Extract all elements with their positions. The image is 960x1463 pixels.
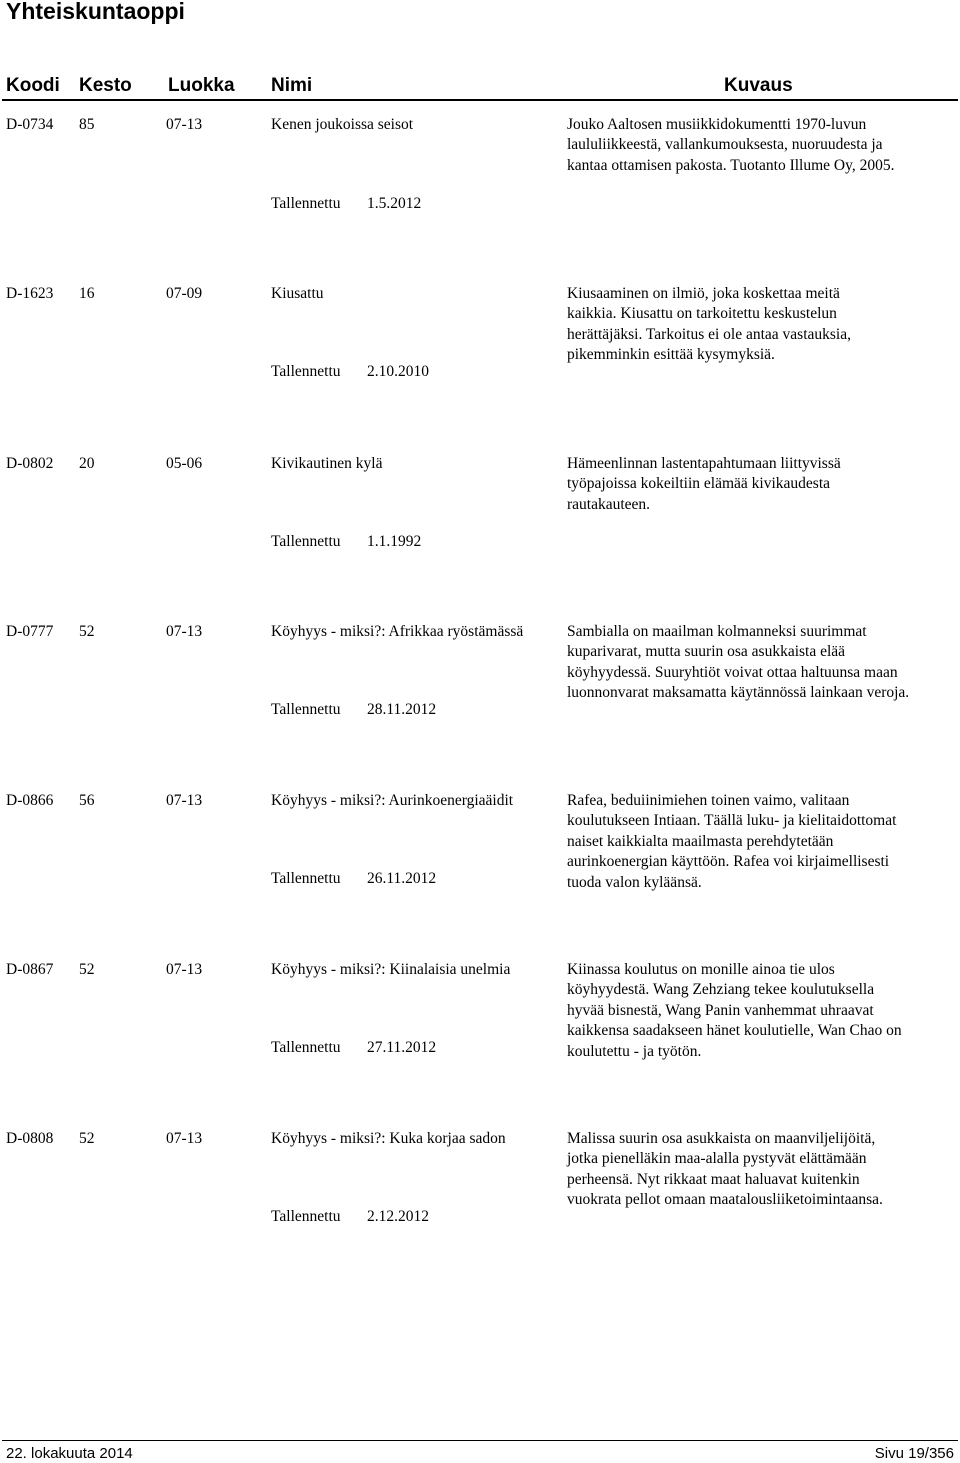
table-row (0, 960, 960, 1110)
kuvaus-line: laululiikkeestä, vallankumouksesta, nuoruudesta ja (567, 136, 883, 154)
header-nimi: Nimi (271, 75, 313, 96)
cell-koodi: D-0802 (6, 455, 54, 472)
kuvaus-line: Malissa suurin osa asukkaista on maanviljelijöitä, (567, 1130, 876, 1147)
saved-date: 2.12.2012 (367, 1208, 429, 1225)
cell-luokka: 07-13 (166, 792, 203, 809)
saved-label: Tallennettu (271, 1039, 341, 1056)
cell-kesto: 52 (79, 623, 95, 640)
cell-luokka: 05-06 (166, 455, 203, 472)
kuvaus-line: työpajoissa kokeiltiin elämää kivikaudesta (567, 475, 831, 493)
saved-date: 27.11.2012 (367, 1039, 437, 1056)
cell-nimi: Köyhyys - miksi?: Kiinalaisia unelmia (271, 961, 511, 978)
kuvaus-line: vuokrata pellot omaan maatalousliiketoimintaansa. (567, 1191, 883, 1209)
table-row (0, 454, 960, 604)
cell-nimi: Kenen joukoissa seisot (271, 116, 414, 133)
kuvaus-line: Hämeenlinnan lastentapahtumaan liittyvissä (567, 455, 841, 472)
cell-koodi: D-0734 (6, 116, 54, 133)
saved-label: Tallennettu (271, 701, 341, 718)
header-divider (2, 99, 958, 101)
kuvaus-line: kantaa ottamisen pakosta. Tuotanto Illume Oy, 2005. (567, 156, 895, 174)
saved-label: Tallennettu (271, 195, 341, 212)
footer-date: 22. lokakuuta 2014 (6, 1445, 133, 1462)
kuvaus-line: kaikkensa saadakseen hänet koulutielle, Wan Chao on (567, 1022, 902, 1040)
kuvaus-line: rautakauteen. (567, 495, 651, 513)
kuvaus-line: kaikkia. Kiusattu on tarkoitettu keskustelun (567, 305, 837, 323)
saved-label: Tallennettu (271, 363, 341, 380)
kuvaus-line: kuparivarat, mutta suurin osa asukkaista elää (567, 643, 846, 661)
saved-date: 1.1.1992 (367, 533, 422, 550)
cell-nimi: Köyhyys - miksi?: Aurinkoenergiaäidit (271, 792, 514, 809)
page-title: Yhteiskuntaoppi (6, 0, 185, 24)
kuvaus-line: Kiinassa koulutus on monille ainoa tie ulos (567, 961, 835, 978)
kuvaus-line: köyhyydestä. Wang Zehziang tekee koulutuksella (567, 981, 875, 999)
cell-nimi: Köyhyys - miksi?: Kuka korjaa sadon (271, 1130, 506, 1147)
cell-luokka: 07-09 (166, 285, 203, 302)
cell-koodi: D-1623 (6, 285, 54, 302)
kuvaus-line: hyvää bisnestä, Wang Panin vanhemmat uhraavat (567, 1001, 874, 1019)
cell-nimi: Kiusattu (271, 285, 324, 302)
saved-date: 2.10.2010 (367, 363, 429, 380)
kuvaus-line: aurinkoenergian käyttöön. Rafea voi kirjaimellisesti (567, 853, 890, 871)
cell-nimi: Kivikautinen kylä (271, 455, 383, 472)
kuvaus-line: Rafea, beduiinimiehen toinen vaimo, valitaan (567, 792, 850, 809)
cell-nimi: Köyhyys - miksi?: Afrikkaa ryöstämässä (271, 623, 524, 640)
kuvaus-line: Kiusaaminen on ilmiö, joka koskettaa meitä (567, 285, 840, 302)
cell-koodi: D-0867 (6, 961, 54, 978)
table-row (0, 622, 960, 772)
cell-kesto: 16 (79, 285, 95, 302)
header-koodi: Koodi (6, 75, 60, 96)
saved-date: 28.11.2012 (367, 701, 437, 718)
table-row (0, 115, 960, 265)
saved-date: 1.5.2012 (367, 195, 422, 212)
cell-kuvaus (567, 622, 957, 704)
kuvaus-line: herättäjäksi. Tarkoitus ei ole antaa vastauksia, (567, 325, 851, 343)
cell-kuvaus (567, 115, 957, 176)
cell-kesto: 52 (79, 1130, 95, 1147)
kuvaus-line: köyhyydessä. Suuryhtiöt voivat ottaa haltuunsa maan (567, 663, 898, 681)
cell-luokka: 07-13 (166, 1130, 203, 1147)
table-row (0, 1129, 960, 1279)
header-luokka: Luokka (168, 75, 235, 96)
cell-luokka: 07-13 (166, 116, 203, 133)
saved-label: Tallennettu (271, 1208, 341, 1225)
header-kuvaus: Kuvaus (724, 75, 793, 96)
cell-kesto: 52 (79, 961, 95, 978)
kuvaus-line: koulutukseen Intiaan. Täällä luku- ja kielitaidottomat (567, 812, 897, 830)
table-row (0, 284, 960, 434)
cell-kesto: 56 (79, 792, 95, 809)
kuvaus-line: Jouko Aaltosen musiikkidokumentti 1970-luvun (567, 116, 867, 133)
cell-koodi: D-0808 (6, 1130, 54, 1147)
cell-koodi: D-0866 (6, 792, 54, 809)
saved-date: 26.11.2012 (367, 870, 437, 887)
cell-kesto: 85 (79, 116, 95, 133)
cell-luokka: 07-13 (166, 961, 203, 978)
saved-label: Tallennettu (271, 870, 341, 887)
footer-page-number: Sivu 19/356 (874, 1445, 954, 1462)
cell-koodi: D-0777 (6, 623, 54, 640)
cell-luokka: 07-13 (166, 623, 203, 640)
kuvaus-line: Sambialla on maailman kolmanneksi suurimmat (567, 623, 867, 640)
header-kesto: Kesto (79, 75, 132, 96)
kuvaus-line: jotka pienelläkin maa-alalla pystyvät elättämään (567, 1150, 867, 1168)
table-row (0, 791, 960, 941)
kuvaus-line: tuoda valon kyläänsä. (567, 873, 702, 891)
cell-kuvaus (567, 791, 957, 893)
kuvaus-line: luonnonvarat maksamatta käytännössä lainkaan veroja. (567, 684, 910, 702)
saved-label: Tallennettu (271, 533, 341, 550)
cell-kuvaus (567, 960, 957, 1062)
cell-kuvaus (567, 284, 957, 366)
kuvaus-line: koulutettu - ja työtön. (567, 1042, 702, 1060)
kuvaus-line: pikemminkin esittää kysymyksiä. (567, 346, 775, 364)
cell-kesto: 20 (79, 455, 95, 472)
cell-kuvaus (567, 1129, 957, 1211)
footer-divider (2, 1440, 958, 1441)
kuvaus-line: naiset kaikkialta maailmasta perehdytetään (567, 832, 834, 850)
kuvaus-line: perheensä. Nyt rikkaat maat haluavat kuitenkin (567, 1170, 860, 1188)
cell-kuvaus (567, 454, 957, 515)
